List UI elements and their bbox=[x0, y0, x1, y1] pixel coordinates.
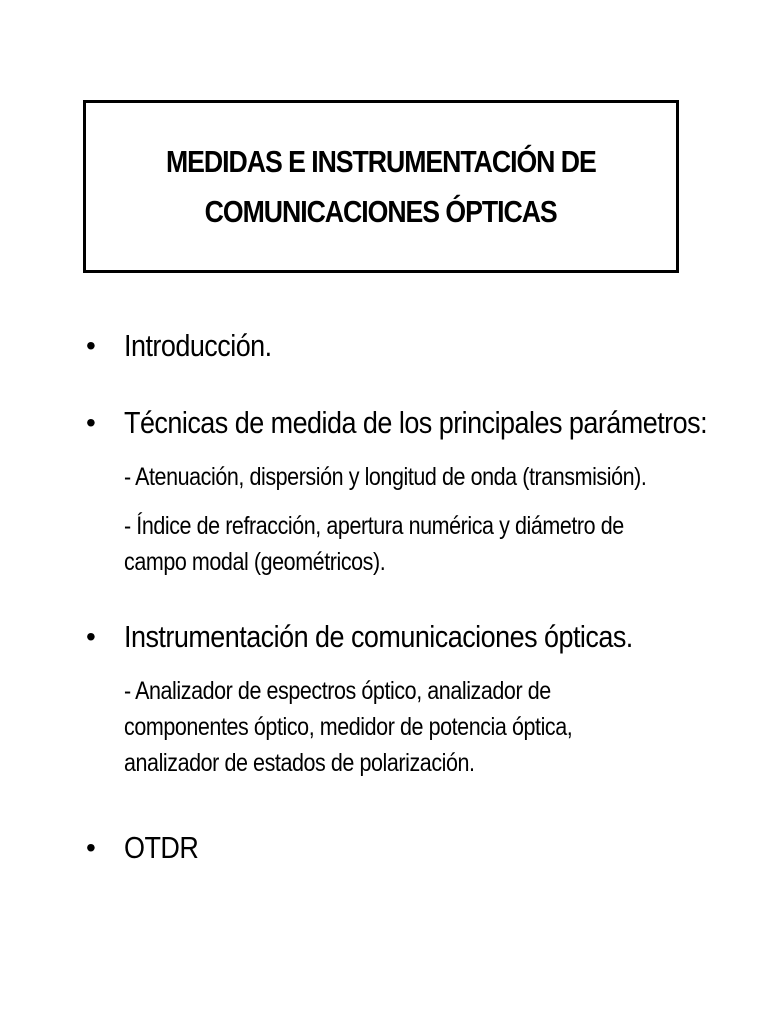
subitem-line: componentes óptico, medidor de potencia óptica, bbox=[124, 713, 573, 741]
subitem-indice bbox=[124, 508, 624, 580]
subitem-line: campo modal (geométricos). bbox=[124, 548, 386, 576]
bullet-dot-icon: • bbox=[86, 621, 96, 652]
bullet-item-introduccion bbox=[86, 326, 294, 366]
subitem-analizador bbox=[124, 673, 572, 781]
subitem-line: - Atenuación, dispersión y longitud de onda (transmisión). bbox=[124, 463, 647, 491]
subitem-line: - Analizador de espectros óptico, analizador de bbox=[124, 677, 551, 705]
bullet-text: Técnicas de medida de los principales parámetros: bbox=[124, 405, 708, 440]
title-line-1: MEDIDAS E INSTRUMENTACIÓN DE bbox=[166, 143, 596, 179]
subitem-line: analizador de estados de polarización. bbox=[124, 749, 475, 777]
bullet-text: Introducción. bbox=[124, 328, 272, 363]
subitem-atenuacion bbox=[124, 459, 646, 495]
bullet-text: Instrumentación de comunicaciones ópticas. bbox=[124, 619, 633, 654]
bullet-item-otdr bbox=[86, 828, 209, 868]
bullet-dot-icon: • bbox=[86, 407, 96, 438]
bullet-item-tecnicas bbox=[86, 403, 768, 443]
title-box bbox=[83, 100, 679, 273]
bullet-dot-icon: • bbox=[86, 832, 96, 863]
bullet-dot-icon: • bbox=[86, 330, 96, 361]
bullet-item-instrumentacion bbox=[86, 617, 709, 657]
subitem-line: - Índice de refracción, apertura numérica y diámetro de bbox=[124, 512, 624, 540]
bullet-text: OTDR bbox=[124, 830, 199, 865]
title-line-2: COMUNICACIONES ÓPTICAS bbox=[204, 193, 558, 229]
